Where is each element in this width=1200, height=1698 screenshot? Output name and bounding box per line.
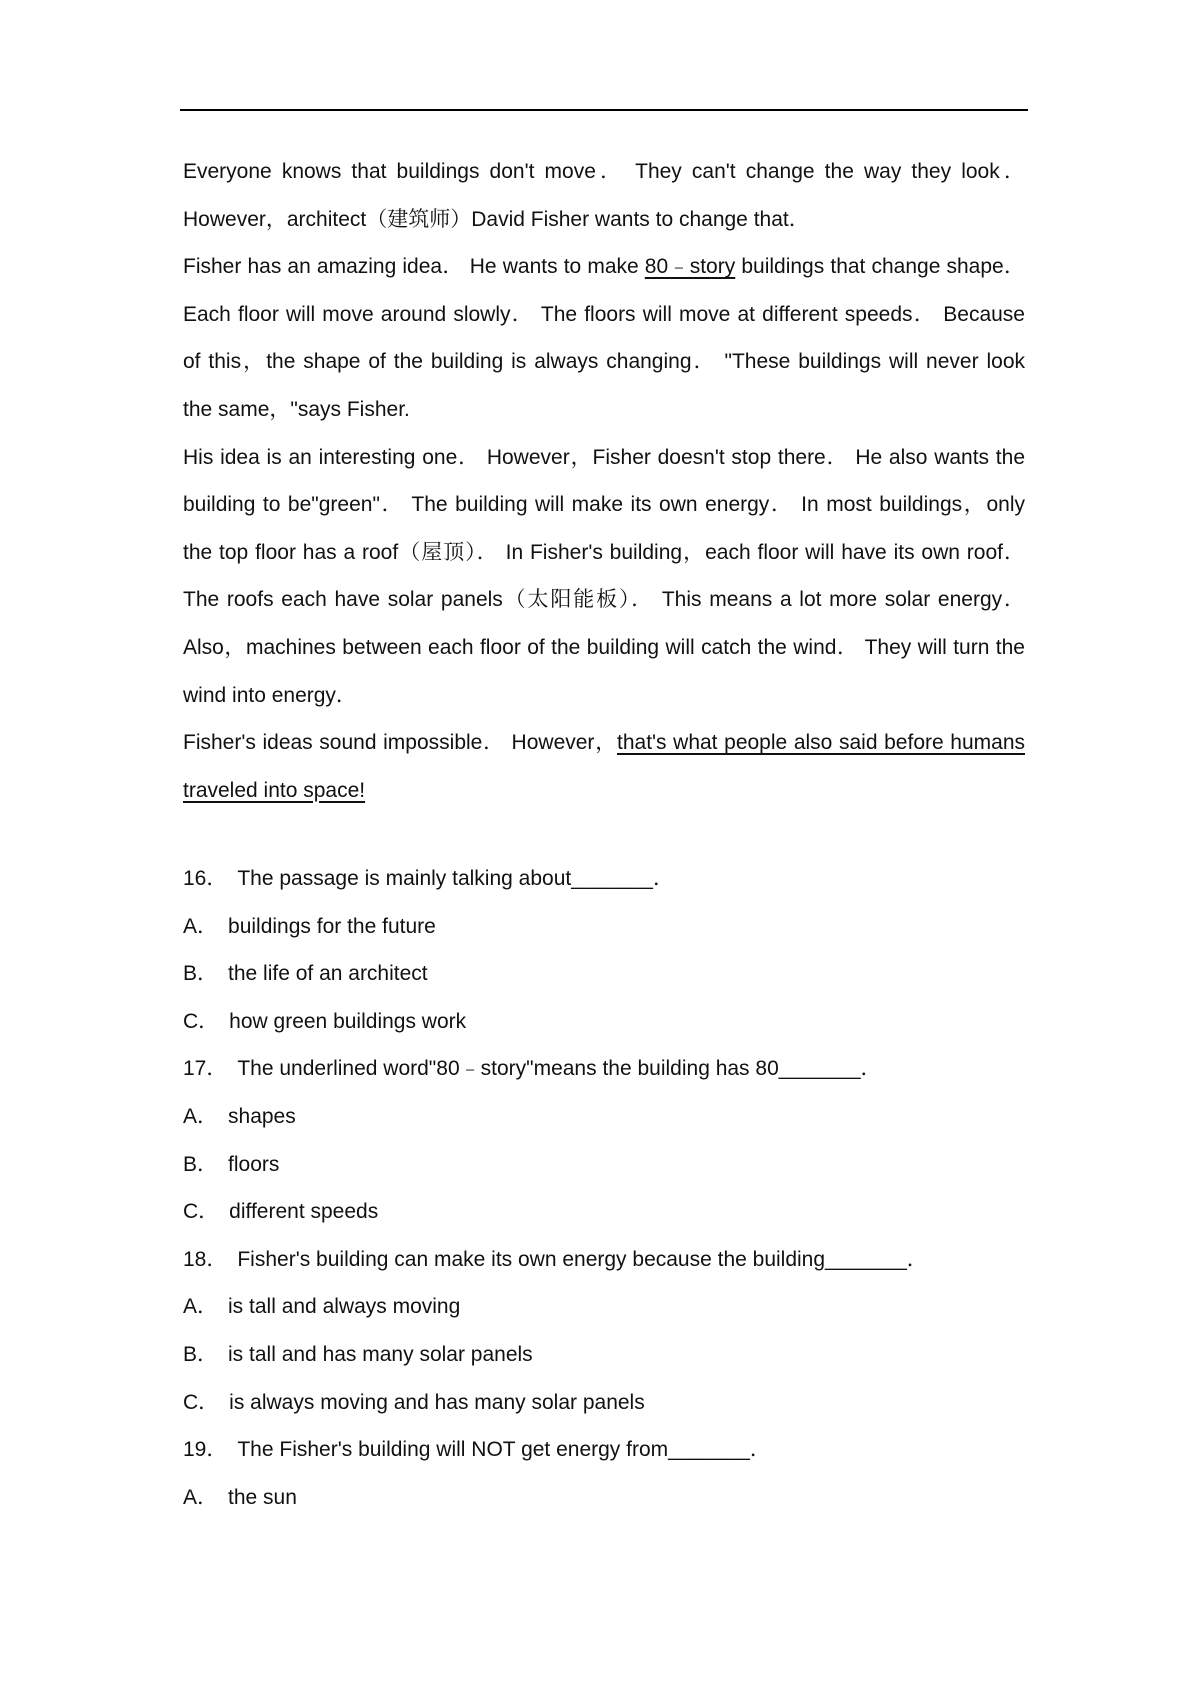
option-letter: B． xyxy=(183,1342,219,1366)
question-16-option-b xyxy=(183,950,1025,998)
option-text: floors xyxy=(228,1152,280,1176)
option-letter: A． xyxy=(183,1104,219,1128)
option-letter: A． xyxy=(183,914,219,938)
option-text: shapes xyxy=(228,1104,296,1128)
question-number: 16． xyxy=(183,867,228,890)
passage-paragraph-3: His idea is an interesting one． However，Fisher doesn't stop there． He also wants the building to be"green"． The building will make its own energy． In most buildings，only the top floor has a roof（屋顶）． In Fisher's building，each floor will have its own roof． The roofs each have solar panels（太阳能板）． This means a lot more solar energy． Also，machines between each floor of the building will catch the wind． They will turn the wind into energy． xyxy=(183,445,1025,707)
option-text: the life of an architect xyxy=(228,962,428,986)
paragraph-4-text-start: Fisher's ideas sound impossible． However， xyxy=(183,731,617,755)
passage-paragraph-2 xyxy=(183,243,1025,433)
question-17-option-a xyxy=(183,1093,1025,1141)
option-text: different speeds xyxy=(229,1200,379,1224)
header-rule xyxy=(180,109,1028,111)
question-text: Fisher's building can make its own energy because the building_______． xyxy=(237,1247,928,1271)
option-text: is tall and always moving xyxy=(228,1295,461,1319)
question-16 xyxy=(183,855,1025,903)
question-19 xyxy=(183,1426,1025,1474)
option-text: is always moving and has many solar panels xyxy=(229,1390,645,1414)
option-text: how green buildings work xyxy=(229,1009,467,1033)
passage-paragraph-4 xyxy=(183,719,1025,814)
passage-paragraph-1: Everyone knows that buildings don't move． They can't change the way they look． However，architect（建筑师）David Fisher wants to change that． xyxy=(183,160,1025,231)
question-list xyxy=(183,855,1025,1521)
question-18 xyxy=(183,1236,1025,1284)
option-text: is tall and has many solar panels xyxy=(228,1342,533,1366)
question-17-option-c xyxy=(183,1188,1025,1236)
option-letter: C． xyxy=(183,1200,220,1224)
option-letter: B． xyxy=(183,1152,219,1176)
question-number: 18． xyxy=(183,1247,228,1271)
underlined-sentence: that's what people also said before humans traveled into space! xyxy=(183,731,1025,802)
underlined-word-80-story: 80﹣story xyxy=(644,255,736,279)
question-16-option-a xyxy=(183,903,1025,951)
question-17-option-b xyxy=(183,1141,1025,1189)
option-letter: B． xyxy=(183,962,219,986)
question-number: 17． xyxy=(183,1057,228,1081)
paragraph-2-text-start: Fisher has an amazing idea． He wants to make xyxy=(183,255,645,279)
option-letter: A． xyxy=(183,1485,219,1509)
question-18-option-c xyxy=(183,1379,1025,1427)
reading-passage xyxy=(183,148,1025,814)
question-16-option-c xyxy=(183,998,1025,1046)
question-text: The underlined word"80﹣story"means the building has 80_______． xyxy=(237,1057,882,1081)
question-text: The passage is mainly talking about_______． xyxy=(237,867,674,890)
question-18-option-b xyxy=(183,1331,1025,1379)
option-text: buildings for the future xyxy=(228,914,436,938)
paragraph-2-text-end: buildings that change shape． Each floor will move around slowly． The floors will move at different speeds． Because of this，the shape of the building is always changing． "These buildings will never look the same，"says Fisher. xyxy=(183,255,1026,421)
option-text: the sun xyxy=(228,1485,297,1509)
option-letter: C． xyxy=(183,1390,220,1414)
question-18-option-a xyxy=(183,1283,1025,1331)
question-text: The Fisher's building will NOT get energy from_______． xyxy=(237,1438,771,1462)
option-letter: C． xyxy=(183,1009,220,1033)
question-number: 19． xyxy=(183,1438,228,1462)
question-17 xyxy=(183,1045,1025,1093)
option-letter: A． xyxy=(183,1295,219,1319)
question-19-option-a xyxy=(183,1474,1025,1522)
